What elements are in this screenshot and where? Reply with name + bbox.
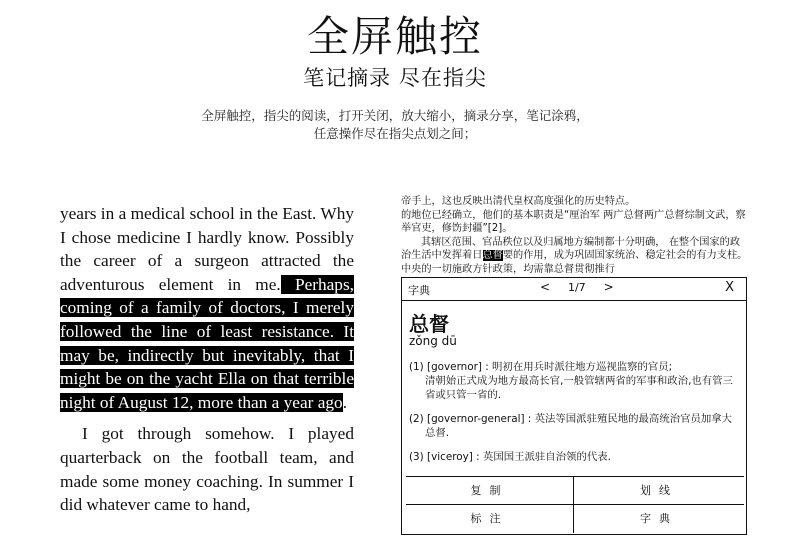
definition-head: (2) [governor-general] : 英法等国派驻殖民地的最高统治官员加拿大	[409, 413, 733, 425]
chinese-line: 的地位已经确立，他们的基本职责是“厘治军 两广总督两广总督综制文武，察举官吏，修饬封疆”[2]。	[401, 209, 746, 235]
feature-description	[0, 107, 790, 143]
chinese-text-area	[401, 195, 749, 275]
chinese-text: 其辖区范围、官品秩位以及归属地方编制都十分明确， 在整个国家的政治生活中发挥着日	[401, 236, 741, 262]
definitions-list	[409, 360, 741, 474]
chinese-paragraph	[401, 236, 749, 277]
chevron-right-icon[interactable]: >	[603, 280, 614, 294]
ereader-english-page[interactable]	[60, 202, 354, 517]
dictionary-header	[402, 278, 746, 301]
book-text: .	[342, 392, 348, 412]
headword: 总督	[409, 312, 449, 336]
definition-item	[409, 450, 741, 464]
annotate-button[interactable]: 标注	[406, 505, 574, 533]
definition-head: (1) [governor] : 明初在用兵时派往地方巡视监察的官员;	[409, 361, 673, 373]
chinese-line: 帝手上，这也反映出清代皇权高度强化的历史特点。	[401, 196, 636, 207]
highlighted-selection[interactable]: Perhaps, coming of a family of doctors, I merely followed the line of least resistance. It may be, indirectly but inevitably, that I might be on the yacht Ella on that terrible night of August 12, more than a year ago	[60, 274, 354, 412]
book-paragraph: I got through somehow. I played quarterback on the football team, and made some money coaching. In summer I did whatever came to hand,	[60, 424, 354, 515]
selected-word[interactable]: 总督	[482, 250, 503, 262]
close-icon[interactable]: X	[725, 280, 734, 295]
chinese-text: 要的作用，成为巩固国家统治、稳定社会的有力支柱。中央的一切施政方针政策，均需靠总督贯彻推行	[401, 250, 748, 275]
description-line: 全屏触控，指尖的阅读，打开关闭，放大缩小，摘录分享，笔记涂鸦，	[201, 108, 589, 123]
page-subtitle: 笔记摘录 尽在指尖	[303, 66, 487, 90]
ereader-chinese-page[interactable]	[401, 195, 749, 275]
definition-item	[409, 412, 741, 440]
description-line: 任意操作尽在指尖点划之间；	[313, 126, 477, 141]
definition-detail: 总督.	[425, 427, 450, 439]
definition-item	[409, 360, 741, 402]
book-paragraph	[60, 202, 354, 414]
page-title: 全屏触控	[306, 12, 483, 61]
pinyin: zǒng dū	[409, 334, 457, 348]
page-indicator: 1/7	[567, 281, 586, 294]
book-text: years in a medical school in the East. Why I chose medicine I hardly know. Possibly the career of a surgeon attracted the adventurous element in me.	[60, 204, 354, 294]
dictionary-label: 字典	[408, 284, 430, 297]
chevron-left-icon[interactable]: <	[539, 280, 551, 294]
definition-head: (3) [viceroy] : 英国国王派驻自治领的代表.	[409, 451, 611, 463]
copy-button[interactable]: 复制	[406, 477, 574, 505]
dictionary-pager	[536, 280, 618, 294]
dictionary-button[interactable]: 字典	[640, 512, 678, 525]
action-grid	[406, 476, 744, 533]
definition-detail: 清朝始正式成为地方最高长官,一般管辖两省的军事和政治,也有管三省或只管一省的.	[425, 375, 733, 401]
dictionary-popup	[401, 277, 747, 535]
underline-button[interactable]: 划线	[574, 477, 744, 505]
